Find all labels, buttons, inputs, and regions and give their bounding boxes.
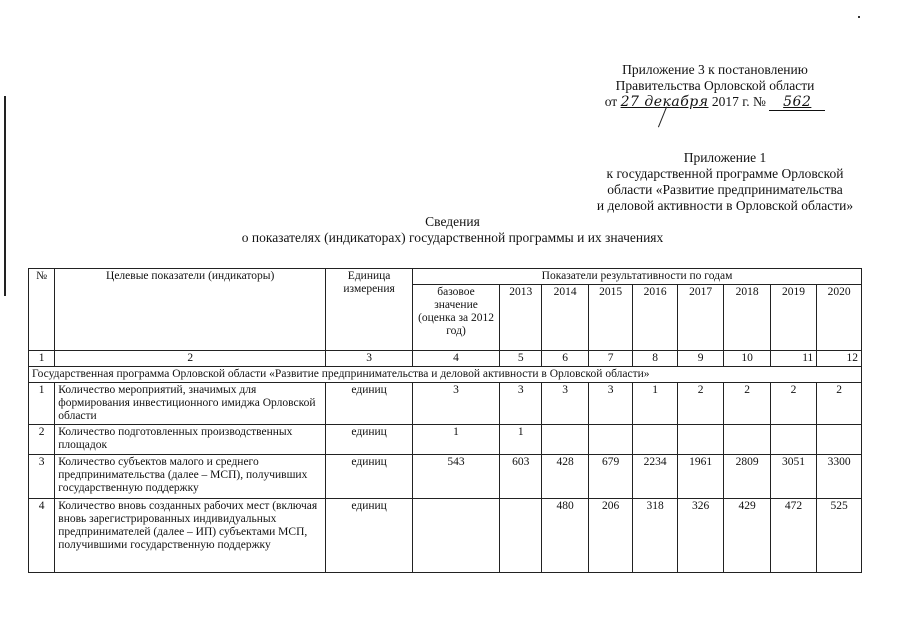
row-indicator: Количество подготовленных производственных площадок [55, 425, 326, 455]
table-row [29, 425, 862, 455]
title-line1: Сведения [425, 214, 480, 229]
row-value: 2809 [724, 455, 770, 499]
row-value: 326 [677, 499, 723, 573]
row-value: 1961 [677, 455, 723, 499]
row-num: 4 [29, 499, 55, 573]
annex-resolution-line2: Правительства Орловской области [615, 78, 815, 93]
row-value [542, 425, 588, 455]
row-base: 1 [413, 425, 500, 455]
row-value: 2234 [633, 455, 677, 499]
row-value: 2 [817, 383, 862, 425]
row-value: 525 [817, 499, 862, 573]
row-value: 318 [633, 499, 677, 573]
row-num: 2 [29, 425, 55, 455]
row-value: 3 [499, 383, 541, 425]
annex-program-line1: Приложение 1 [683, 150, 767, 165]
header-year: 2017 [677, 285, 723, 351]
row-base: 3 [413, 383, 500, 425]
handwritten-number: 562 [783, 94, 812, 110]
col-number: 6 [542, 351, 588, 367]
annex-program-line2: к государственной программе Орловской [606, 166, 844, 181]
table-row [29, 383, 862, 425]
header-row-1 [29, 269, 862, 285]
row-value: 2 [770, 383, 816, 425]
col-number: 1 [29, 351, 55, 367]
header-base: базовое значение (оценка за 2012 год) [413, 285, 500, 351]
date-suffix: 2017 г. № [711, 94, 766, 109]
row-value [677, 425, 723, 455]
indicators-table [28, 268, 862, 573]
col-number: 8 [633, 351, 677, 367]
row-value: 480 [542, 499, 588, 573]
row-indicator: Количество субъектов малого и среднего предпринимательства (далее – МСП), получивших государственную поддержку [55, 455, 326, 499]
row-value: 1 [499, 425, 541, 455]
col-number: 3 [326, 351, 413, 367]
row-value: 3051 [770, 455, 816, 499]
row-value: 472 [770, 499, 816, 573]
header-indicator: Целевые показатели (индикаторы) [55, 269, 326, 351]
margin-rule [4, 96, 6, 296]
section-title: Государственная программа Орловской области «Развитие предпринимательства и деловой активности в Орловской области» [29, 367, 862, 383]
row-value: 2 [724, 383, 770, 425]
col-number: 10 [724, 351, 770, 367]
header-year: 2020 [817, 285, 862, 351]
header-group: Показатели результативности по годам [413, 269, 862, 285]
section-row [29, 367, 862, 383]
table-row [29, 455, 862, 499]
handwritten-date: 27 декабря [620, 94, 709, 110]
header-unit: Единица измерения [326, 269, 413, 351]
row-base: 543 [413, 455, 500, 499]
annex-resolution-header [560, 62, 870, 111]
row-value [499, 499, 541, 573]
row-value: 3 [542, 383, 588, 425]
row-value: 3 [588, 383, 632, 425]
row-num: 1 [29, 383, 55, 425]
annex-resolution-date-line [560, 94, 870, 111]
col-number: 12 [817, 351, 862, 367]
col-number: 5 [499, 351, 541, 367]
header-year: 2016 [633, 285, 677, 351]
document-title [0, 214, 905, 246]
scan-speck [858, 16, 860, 18]
row-value [588, 425, 632, 455]
row-value: 679 [588, 455, 632, 499]
header-year: 2015 [588, 285, 632, 351]
header-num: № [29, 269, 55, 351]
col-number: 11 [770, 351, 816, 367]
row-num: 3 [29, 455, 55, 499]
column-number-row [29, 351, 862, 367]
row-unit: единиц [326, 499, 413, 573]
col-number: 9 [677, 351, 723, 367]
row-value: 2 [677, 383, 723, 425]
row-indicator: Количество мероприятий, значимых для формирования инвестиционного имиджа Орловской области [55, 383, 326, 425]
header-year: 2014 [542, 285, 588, 351]
annex-program-line4: и деловой активности в Орловской области» [596, 198, 854, 213]
row-value [724, 425, 770, 455]
table-row [29, 499, 862, 573]
annex-program-header [560, 150, 890, 214]
row-value: 429 [724, 499, 770, 573]
row-value: 1 [633, 383, 677, 425]
row-unit: единиц [326, 425, 413, 455]
row-unit: единиц [326, 383, 413, 425]
date-prefix: от [604, 94, 618, 109]
row-base [413, 499, 500, 573]
row-value [770, 425, 816, 455]
title-line2: о показателях (индикаторах) государственной программы и их значениях [241, 230, 664, 245]
row-value: 3300 [817, 455, 862, 499]
annex-resolution-line1: Приложение 3 к постановлению [622, 62, 808, 77]
row-value [817, 425, 862, 455]
header-year: 2013 [499, 285, 541, 351]
col-number: 2 [55, 351, 326, 367]
header-year: 2018 [724, 285, 770, 351]
annex-program-line3: области «Развитие предпринимательства [607, 182, 843, 197]
header-year: 2019 [770, 285, 816, 351]
row-value: 428 [542, 455, 588, 499]
row-indicator: Количество вновь созданных рабочих мест (включая вновь зарегистрированных индивидуальных предпринимателей (далее – ИП) субъектами МСП, получившими государственную поддержку [55, 499, 326, 573]
col-number: 4 [413, 351, 500, 367]
row-value: 206 [588, 499, 632, 573]
row-unit: единиц [326, 455, 413, 499]
row-value [633, 425, 677, 455]
col-number: 7 [588, 351, 632, 367]
row-value: 603 [499, 455, 541, 499]
